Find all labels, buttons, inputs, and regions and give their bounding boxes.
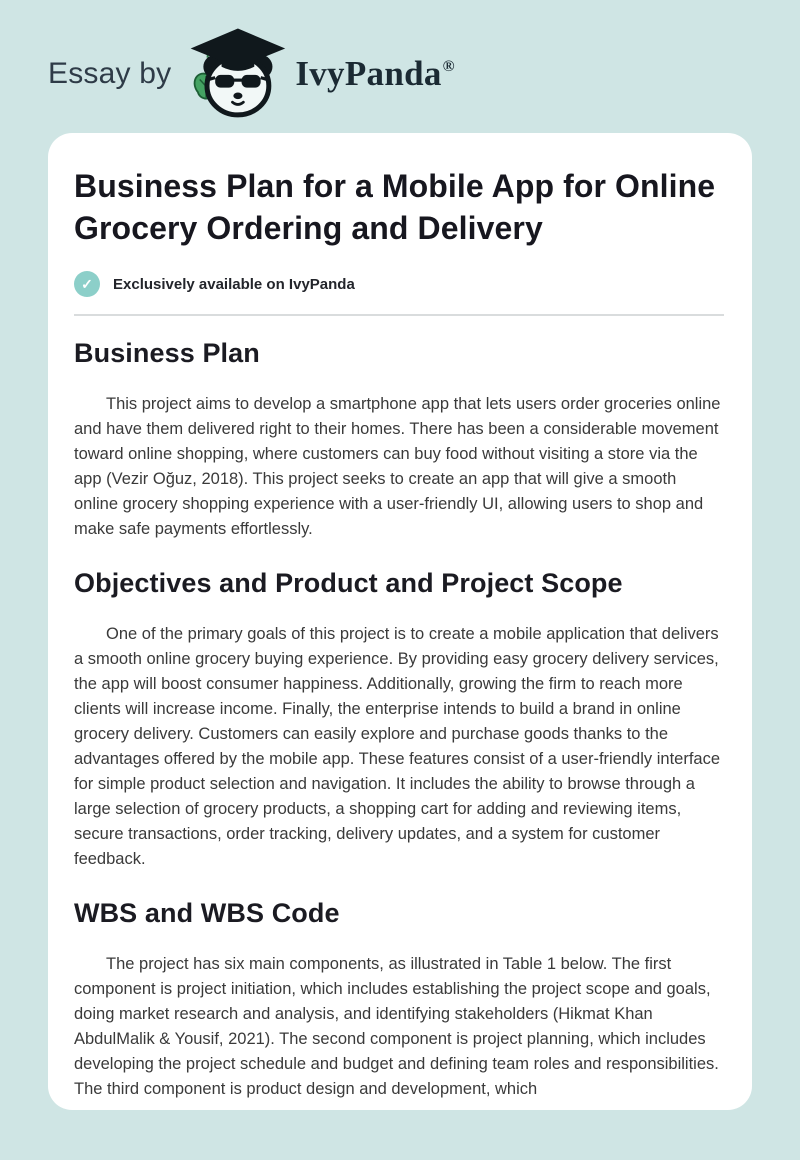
section-paragraph: The project has six main components, as illustrated in Table 1 below. The first component is project initiation, which includes establishing the project scope and goals, doing market research and analysis, and identifying stakeholders (Hikmat Khan AbdulMalik & Yousif, 2021). The second component is project planning, which includes developing the project schedule and budget and defining team roles and responsibilities. The third component is product design and development, which	[74, 955, 719, 1098]
essay-card	[48, 133, 752, 1110]
section-heading: Business Plan	[74, 338, 260, 368]
section-wbs-code	[74, 898, 724, 1102]
section-business-plan	[74, 338, 724, 542]
exclusive-badge	[74, 271, 724, 297]
section-paragraph: This project aims to develop a smartphone app that lets users order groceries online and have them delivered right to their homes. There has been a considerable movement toward online shopping, where customers can buy food without visiting a store via the app (Vezir Oğuz, 2018). This project seeks to create an app that will give a smooth online grocery shopping experience with a user-friendly UI, allowing users to shop and make safe payments effortlessly.	[74, 395, 721, 538]
panda-graduate-logo	[187, 28, 287, 120]
site-header	[0, 0, 800, 120]
page-title: Business Plan for a Mobile App for Online Grocery Ordering and Delivery	[74, 168, 716, 246]
section-paragraph: One of the primary goals of this project is to create a mobile application that delivers a smooth online grocery buying experience. By providing easy grocery delivery services, the app will boost consumer happiness. Additionally, growing the firm to reach more clients will increase income. Finally, the enterprise intends to build a brand in online grocery delivery. Customers can easily explore and purchase goods thanks to the advantages offered by the mobile app. These features consist of a user-friendly interface for simple product selection and navigation. It includes the ability to browse through a large selection of grocery products, a shopping cart for adding and reviewing items, secure transactions, order tracking, delivery updates, and a system for customer feedback.	[74, 625, 721, 868]
section-heading: WBS and WBS Code	[74, 898, 340, 928]
section-heading: Objectives and Product and Project Scope	[74, 568, 623, 598]
glasses-lens	[216, 75, 235, 88]
essay-by-label: Essay by	[48, 57, 172, 90]
brand-name: IvyPanda	[295, 54, 442, 93]
divider	[74, 314, 724, 316]
check-icon: ✓	[74, 271, 100, 297]
brand-logotype	[295, 54, 455, 94]
section-objectives-scope	[74, 568, 724, 872]
panda-nose	[234, 93, 243, 100]
badge-label: Exclusively available on IvyPanda	[113, 275, 355, 293]
glasses-lens	[242, 75, 261, 88]
registered-mark: ®	[442, 58, 455, 75]
